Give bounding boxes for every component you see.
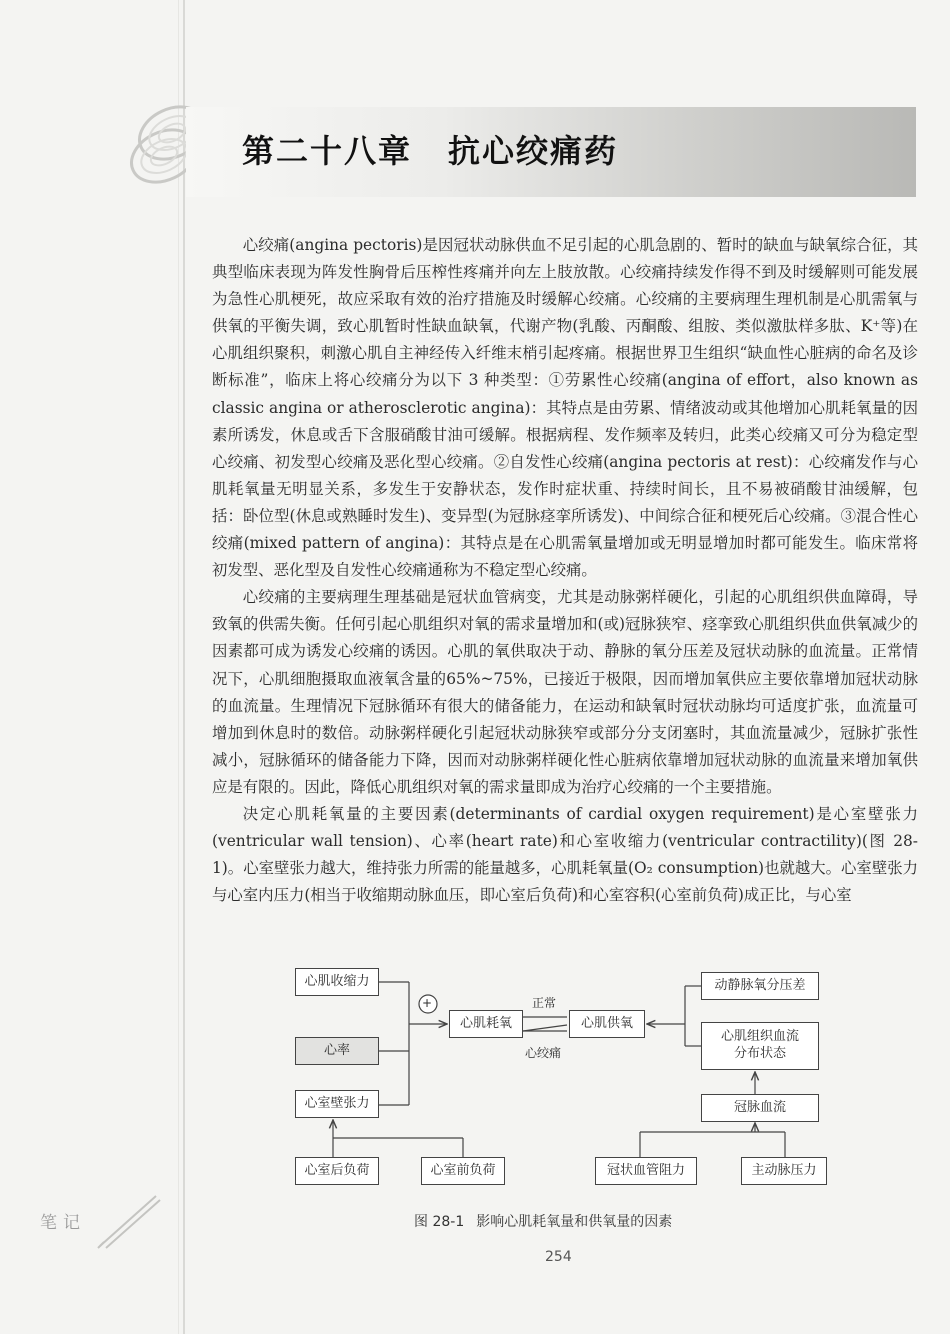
box-av-oxygen-difference: 动静脉氧分压差	[701, 972, 819, 1000]
page-binding-edge	[183, 0, 185, 1334]
box-aortic-pressure: 主动脉压力	[741, 1157, 827, 1185]
box-coronary-resistance: 冠状血管阻力	[595, 1157, 697, 1185]
box-afterload: 心室后负荷	[295, 1157, 379, 1185]
figure-caption-text: 影响心肌耗氧量和供氧量的因素	[476, 1214, 673, 1230]
figure-28-1	[285, 960, 845, 1192]
figure-number: 图 28-1	[414, 1214, 465, 1230]
paragraph: 决定心肌耗氧量的主要因素(determinants of cardial oxygen requirement)是心室壁张力(ventricular wall tension)、心率(heart rate)和心室收缩力(ventricular contractility)(图 28-1)。心室壁张力越大，维持张力所需的能量越多，心肌耗氧量(O₂ consumption)也就越大。心室壁张力与心室内压力(相当于收缩期动脉血压，即心室后负荷)和心室容积(心室前负荷)成正比，与心室	[212, 804, 918, 905]
box-blood-flow-distribution: 心肌组织血流分布状态	[701, 1022, 819, 1070]
body-text	[212, 232, 918, 909]
label-angina: 心绞痛	[525, 1046, 562, 1060]
box-contractility: 心肌收缩力	[295, 968, 379, 996]
label-normal: 正常	[532, 996, 557, 1010]
box-heart-rate: 心率	[295, 1037, 379, 1065]
page-number: 254	[545, 1249, 572, 1265]
notes-margin-label: 笔记	[40, 1213, 86, 1233]
chapter-title	[242, 126, 618, 172]
paragraph: 心绞痛(angina pectoris)是因冠状动脉供血不足引起的心肌急剧的、暂时的缺血与缺氧综合征，其典型临床表现为阵发性胸骨后压榨性疼痛并向左上肢放散。心绞痛持续发作得不到及时缓解则可能发展为急性心肌梗死，故应采取有效的治疗措施及时缓解心绞痛。心绞痛的主要病理生理机制是心肌需氧与供氧的平衡失调，致心肌暂时性缺血缺氧，代谢产物(乳酸、丙酮酸、组胺、类似激肽样多肽、K⁺等)在心肌组织聚积，刺激心肌自主神经传入纤维末梢引起疼痛。根据世界卫生组织“缺血性心脏病的命名及诊断标准”，临床上将心绞痛分为以下 3 种类型：①劳累性心绞痛(angina of effort，also known as classic angina or atherosclerotic angina)：其特点是由劳累、情绪波动或其他增加心肌耗氧量的因素所诱发，休息或舌下含服硝酸甘油可缓解。根据病程、发作频率及转归，此类心绞痛又可分为稳定型心绞痛、初发型心绞痛及恶化型心绞痛。②自发性心绞痛(angina pectoris at rest)：心绞痛发作与心肌耗氧量无明显关系，多发生于安静状态，发作时症状重、持续时间长，且不易被硝酸甘油缓解，包括：卧位型(休息或熟睡时发生)、变异型(为冠脉痉挛所诱发)、中间综合征和梗死后心绞痛。③混合性心绞痛(mixed pattern of angina)：其特点是在心肌需氧量增加或无明显增加时都可能发生。临床常将初发型、恶化型及自发性心绞痛通称为不稳定型心绞痛。	[212, 236, 918, 580]
plus-sign: +	[422, 996, 433, 1010]
box-oxygen-supply: 心肌供氧	[569, 1010, 645, 1038]
box-preload: 心室前负荷	[421, 1157, 505, 1185]
pen-icon	[92, 1190, 162, 1252]
page-binding-shadow	[178, 0, 179, 1334]
box-coronary-flow: 冠脉血流	[701, 1094, 819, 1122]
chapter-name: 抗心绞痛药	[448, 132, 619, 170]
chapter-number: 第二十八章	[242, 132, 413, 170]
figure-caption	[414, 1211, 672, 1231]
box-wall-tension: 心室壁张力	[295, 1090, 379, 1118]
paragraph: 心绞痛的主要病理生理基础是冠状血管病变，尤其是动脉粥样硬化，引起的心肌组织供血障碍，导致氧的供需失衡。任何引起心肌组织对氧的需求量增加和(或)冠脉狭窄、痉挛致心肌组织供血供氧减少的因素都可成为诱发心绞痛的诱因。心肌的氧供取决于动、静脉的氧分压差及冠状动脉的血流量。正常情况下，心肌细胞摄取血液氧含量的65%~75%，已接近于极限，因而增加氧供应主要依靠增加冠状动脉的血流量。生理情况下冠脉循环有很大的储备能力，在运动和缺氧时冠状动脉均可适度扩张，血流量可增加到休息时的数倍。动脉粥样硬化引起冠状动脉狭窄或部分分支闭塞时，其血流量减少，冠脉扩张性减小，冠脉循环的储备能力下降，因而对动脉粥样硬化性心脏病依靠增加冠状动脉的血流量来增加氧供应是有限的。因此，降低心肌组织对氧的需求量即成为治疗心绞痛的一个主要措施。	[212, 588, 918, 796]
box-oxygen-consumption: 心肌耗氧	[449, 1010, 523, 1038]
